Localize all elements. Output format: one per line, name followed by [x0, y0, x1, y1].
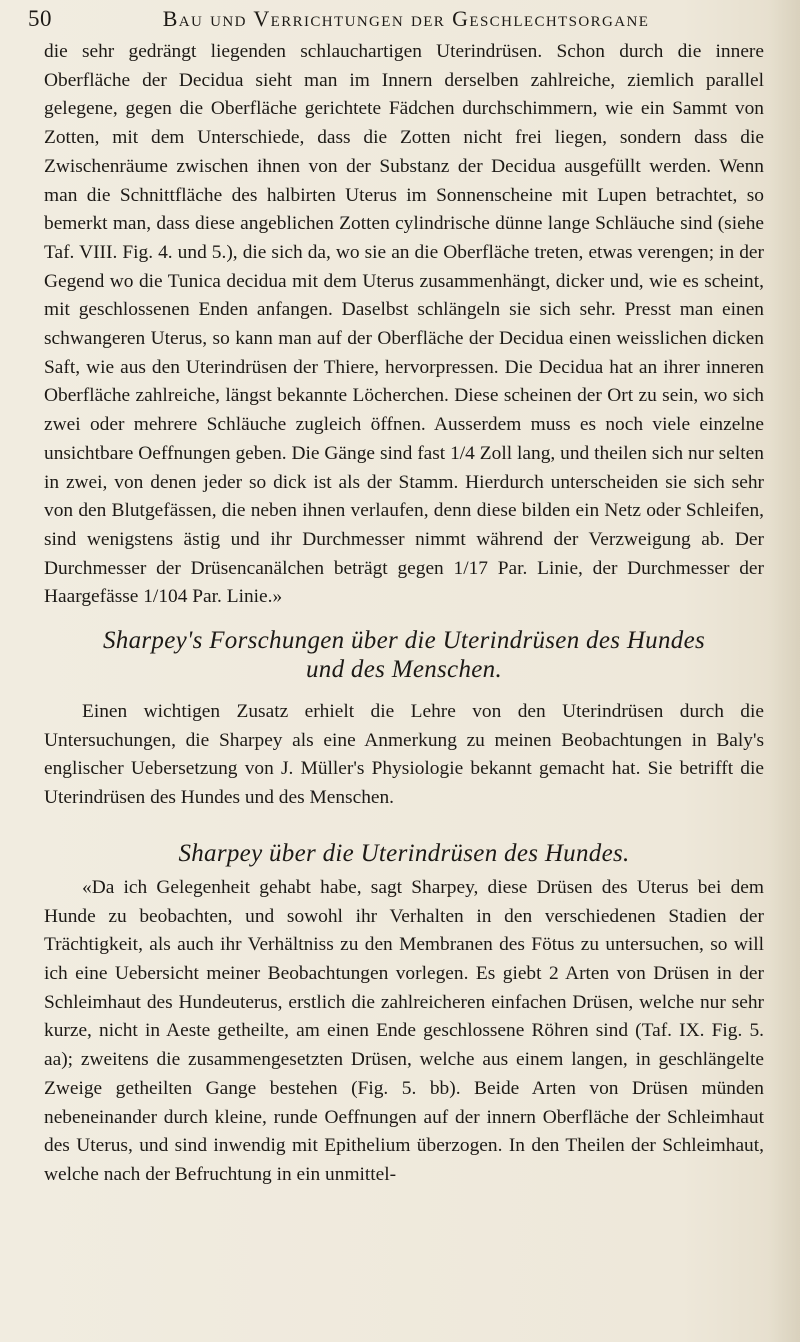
page-body: [44, 38, 764, 1190]
page-header: [28, 6, 764, 36]
paragraph-uterine-glands: die sehr gedrängt liegenden schlauchartigen Uterindrüsen. Schon durch die innere Oberfläche der Decidua sieht man im Innern derselben zahlreiche, ziemlich parallel gelegene, gegen die Oberfläche gerichtete Fädchen durchschimmern, wie ein Sammt von Zotten, mit dem Unterschiede, dass die Zotten nicht frei liegen, sondern dass die Zwischenräume zwischen ihnen von der Substanz der Decidua ausgefüllt werden. Wenn man die Schnittfläche des halbirten Uterus im Sonnenscheine mit Lupen betrachtet, so bemerkt man, dass diese angeblichen Zotten cylindrische dünne lange Schläuche sind (siehe Taf. VIII. Fig. 4. und 5.), die sich da, wo sie an die Oberfläche treten, etwas verengen; in der Gegend wo die Tunica decidua mit dem Uterus zusammenhängt, dicker und, wie es scheint, mit geschlossenen Enden anfangen. Daselbst schlängeln sie sich sehr. Presst man einen schwangeren Uterus, so kann man auf der Oberfläche der Decidua einen weisslichen dicken Saft, wie aus den Uterindrüsen der Thiere, hervorpressen. Die Decidua hat an ihrer inneren Oberfläche zahlreiche, längst bekannte Löcherchen. Diese scheinen der Ort zu sein, wo sich zwei oder mehrere Schläuche zugleich öffnen. Ausserdem muss es noch viele einzelne unsichtbare Oeffnungen geben. Die Gänge sind fast 1/4 Zoll lang, und theilen sich nur selten in zwei, von denen jeder so dick ist als der Stamm. Hierdurch unterscheiden sie sich sehr von den Blutgefässen, die neben ihnen verlaufen, denn diese bilden ein Netz oder Schleifen, sind wenigstens ästig und ihr Durchmesser nimmt während der Verzweigung ab. Der Durchmesser der Drüsencanälchen beträgt gegen 1/17 Par. Linie, der Durchmesser der Haargefässe 1/104 Par. Linie.»: [44, 41, 764, 608]
running-title: Bau und Verrichtungen der Geschlechtsorgane: [162, 6, 650, 31]
paragraph-sharpey-quote: «Da ich Gelegenheit gehabt habe, sagt Sharpey, diese Drüsen des Uterus bei dem Hunde zu beobachten, und sowohl ihr Verhalten in den verschiedenen Stadien der Trächtigkeit, als auch ihr Verhältniss zu den Membranen des Fötus zu untersuchen, so will ich eine Uebersicht meiner Beobachtungen vorlegen. Es giebt 2 Arten von Drüsen in der Schleimhaut des Hundeuterus, erstlich die zahlreicheren einfachen Drüsen, welche nur sehr kurze, nicht in Aeste getheilte, am einen Ende geschlossene Röhren sind (Taf. IX. Fig. 5. aa); zweitens die zusammengesetzten Drüsen, welche aus einem langen, in geschlängelte Zweige getheilten Gange bestehen (Fig. 5. bb). Beide Arten von Drüsen münden nebeneinander durch kleine, runde Oeffnungen auf der innern Oberfläche der Schleimhaut des Uterus, und sind inwendig mit Epithelium überzogen. In den Theilen der Schleimhaut, welche nach der Befruchtung in ein unmittel-: [44, 876, 764, 1185]
subsection-heading-dog-glands: Sharpey über die Uterindrüsen des Hundes.: [178, 839, 630, 867]
paragraph-sharpey-addition: Einen wichtigen Zusatz erhielt die Lehre von den Uterindrüsen durch die Untersuchungen, die Sharpey als eine Anmerkung zu meinen Beobachtungen in Baly's englischer Uebersetzung von J. Müller's Physiologie bekannt gemacht hat. Sie betrifft die Uterindrüsen des Hundes und des Menschen.: [44, 701, 764, 809]
section-heading-line-1: Sharpey's Forschungen über die Uterindrüsen des Hundes: [102, 627, 705, 655]
page-number: 50: [28, 6, 52, 31]
section-heading-sharpey-research: [44, 626, 764, 684]
section-heading-line-2: und des Menschen.: [305, 656, 503, 684]
